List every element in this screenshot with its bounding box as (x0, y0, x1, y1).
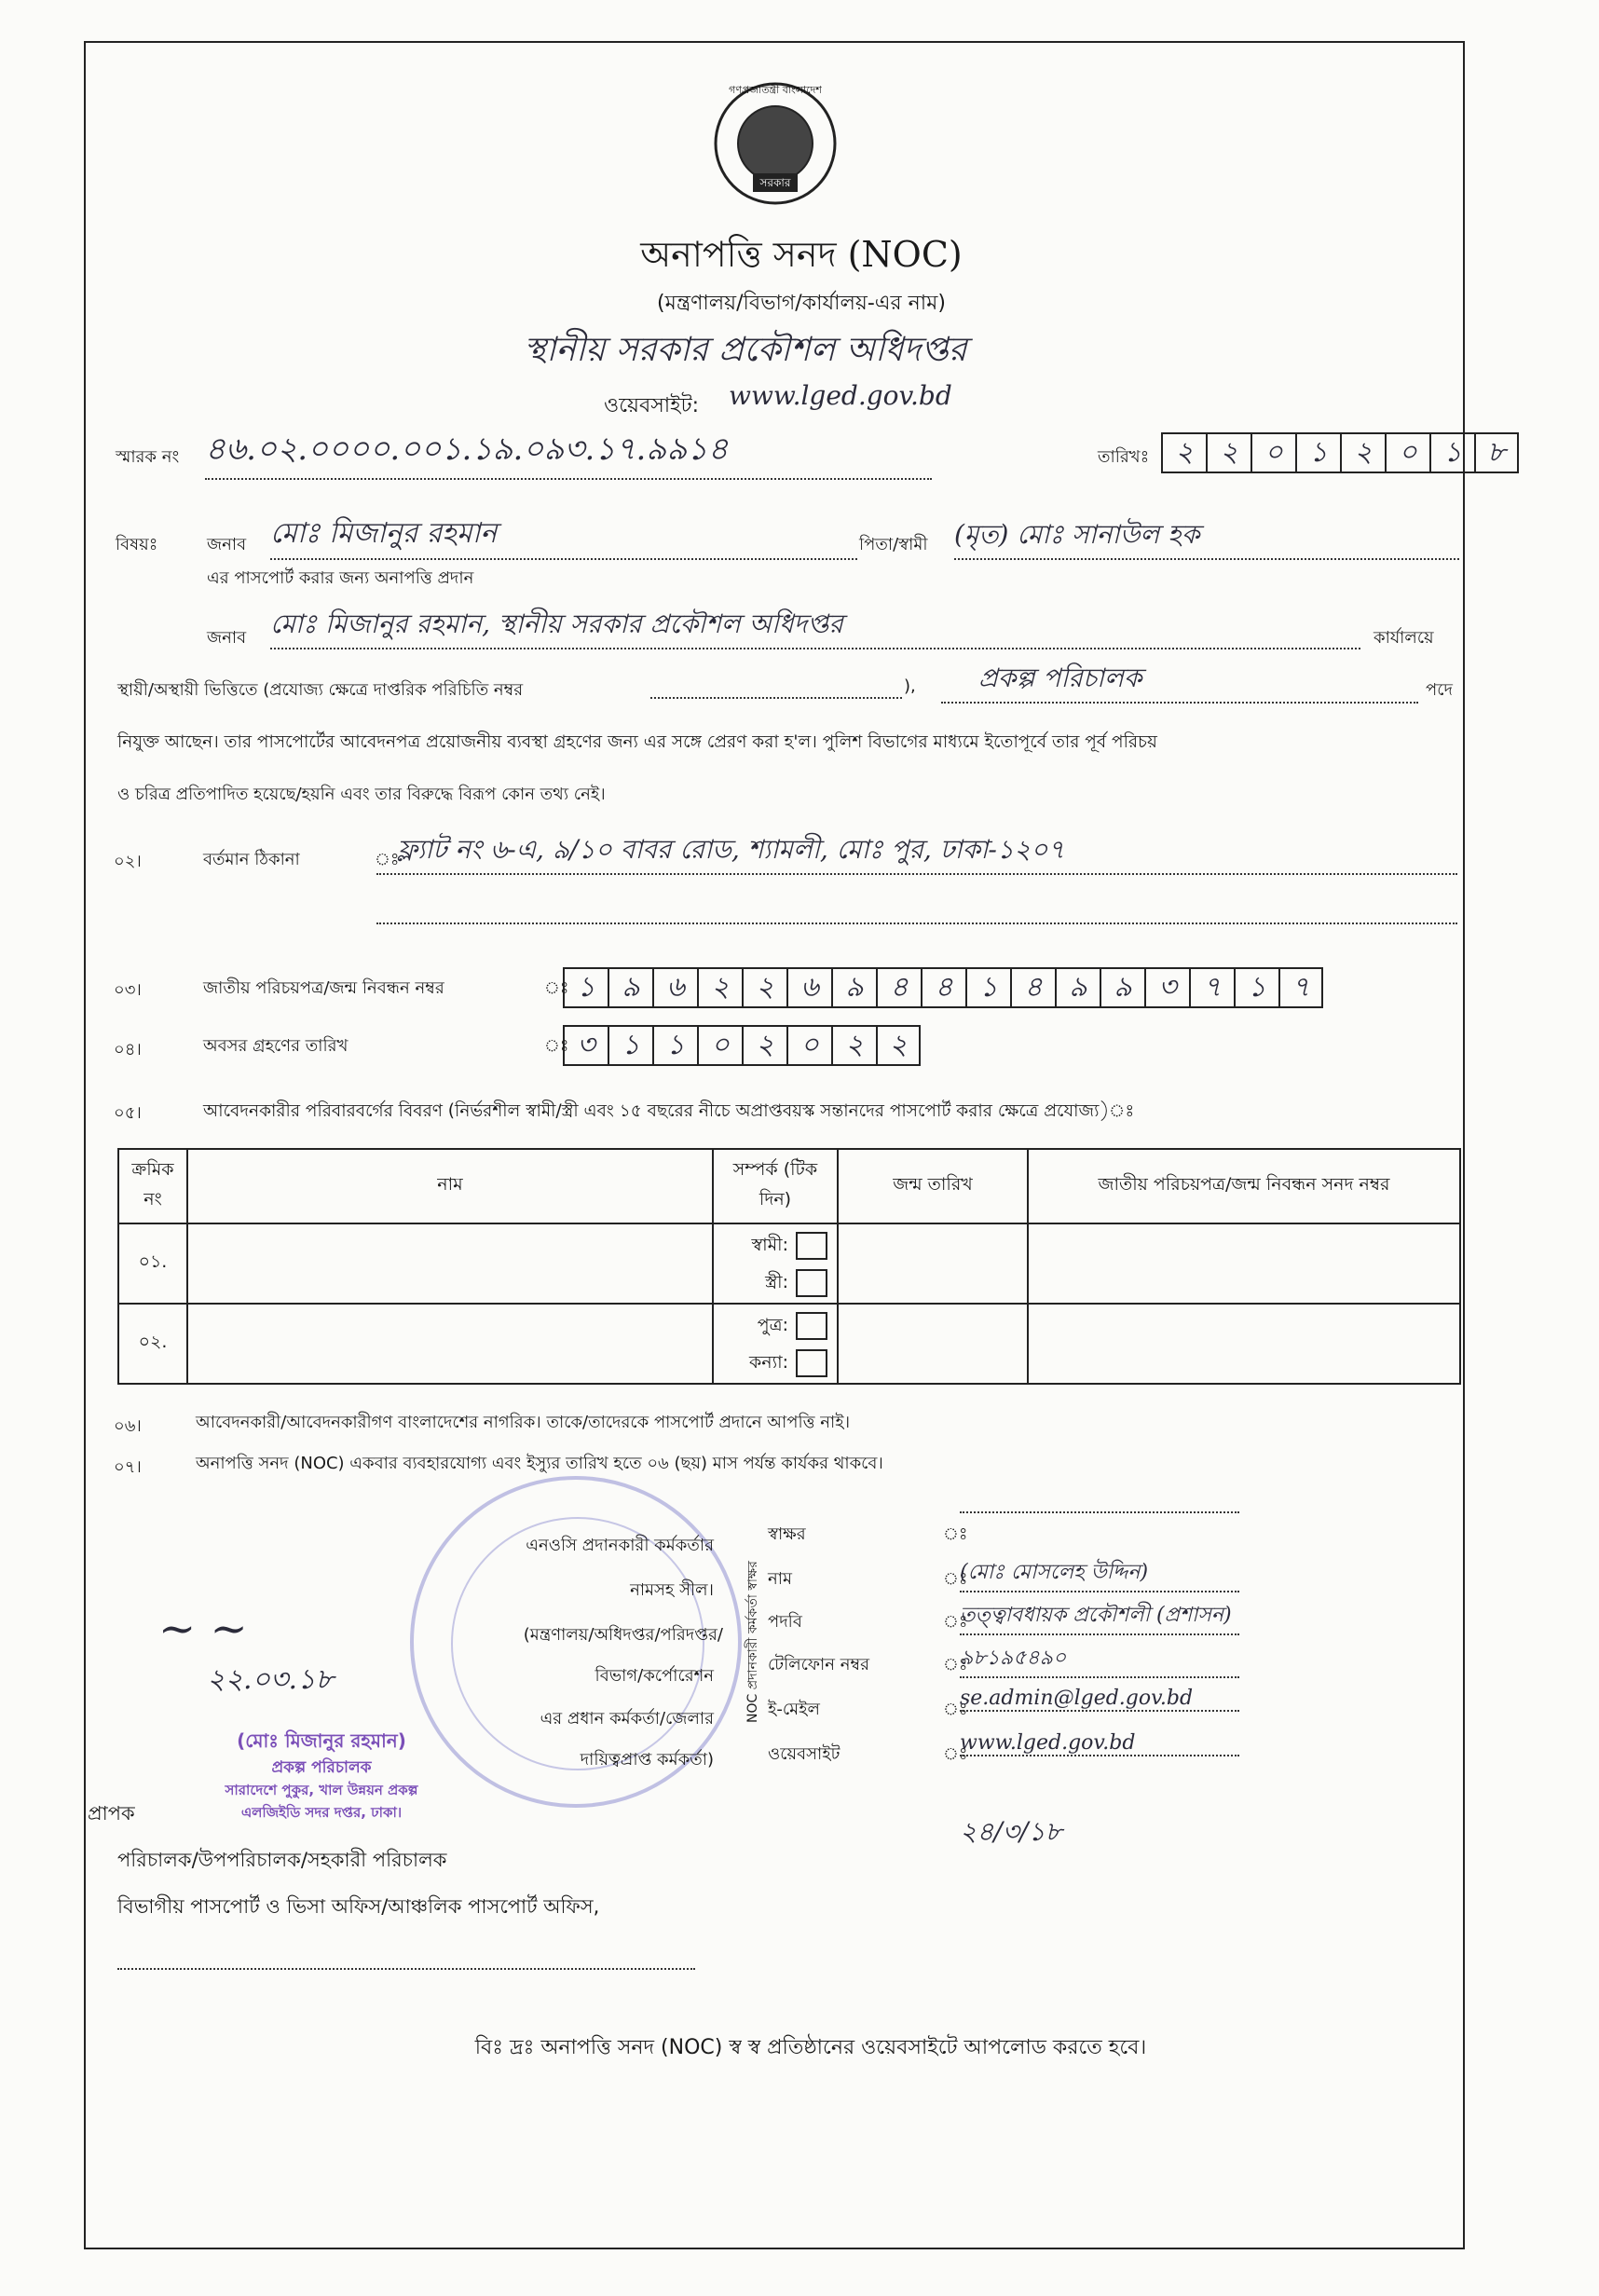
retire-digit: ০ (786, 1025, 831, 1066)
row-name (187, 1223, 713, 1304)
col-nid: জাতীয় পরিচয়পত্র/জন্ম নিবন্ধন সনদ নম্বর (1028, 1149, 1460, 1223)
row-nid (1028, 1304, 1460, 1384)
recipient-line-2: বিভাগীয় পাসপোর্ট ও ভিসা অফিস/আঞ্চলিক পাসপোর্ট অফিস, (117, 1895, 600, 1918)
item-05-num: ০৫। (114, 1103, 142, 1123)
left-signature: ~ ~ (158, 1603, 248, 1655)
left-project: সারাদেশে পুকুর, খাল উন্নয়ন প্রকল্প (225, 1782, 418, 1798)
signatory-field-value: www.lged.gov.bd (960, 1731, 1239, 1756)
seal-bottom-text: সরকার (759, 176, 791, 189)
retire-colon: ঃ (544, 1036, 569, 1056)
retire-digit: ৩ (563, 1025, 608, 1066)
row-nid (1028, 1223, 1460, 1304)
address-label: বর্তমান ঠিকানা (203, 850, 300, 869)
col-serial: ক্রমিক নং (118, 1149, 187, 1223)
nid-digit: ৯ (1055, 967, 1100, 1008)
nid-digit: ৪ (1010, 967, 1055, 1008)
nid-digit: ৯ (608, 967, 652, 1008)
vertical-stamp-text: NOC প্রদানকারী কর্মকর্তা স্বাক্ষর (745, 1561, 760, 1723)
nid-digit: ৩ (1144, 967, 1189, 1008)
signatory-field-colon: ঃ (943, 1655, 968, 1674)
applicant-name-handwritten: মোঃ মিজানুর রহমান (270, 511, 857, 560)
name-office-handwritten: মোঃ মিজানুর রহমান, স্থানীয় সরকার প্রকৌশল অধিদপ্তর (270, 604, 1360, 649)
row-dob (838, 1223, 1028, 1304)
signatory-field-colon: ঃ (943, 1744, 968, 1764)
nid-digit: ১ (1234, 967, 1278, 1008)
relation-daughter-checkbox[interactable] (796, 1349, 827, 1377)
memo-number-handwritten: ৪৬.০২.০০০০.০০১.১৯.০৯৩.১৭.৯৯১৪ (205, 425, 932, 480)
relation-son-label: পুত্র: (757, 1315, 788, 1335)
date-digit: ০ (1250, 432, 1295, 473)
office-suffix: কার্যালয়ে (1374, 628, 1434, 648)
family-label: আবেদনকারীর পরিবারবর্গের বিবরণ (নির্ভরশীল স্বামী/স্ত্রী এবং ১৫ বছরের নীচে অপ্রাপ্তবয়স্ক সন্তানদের পাসপোর্ট করার ক্ষেত্রে প্রযোজ্য)ঃ (203, 1101, 1135, 1121)
signatory-field-label: নাম (768, 1569, 792, 1589)
signatory-field-colon: ঃ (943, 1524, 968, 1544)
citizen-text: আবেদনকারী/আবেদনকারীগণ বাংলাদেশের নাগরিক। তাকে/তাদেরকে পাসপোর্ট প্রদানে আপত্তি নাই। (196, 1413, 851, 1432)
paren-close: ), (904, 676, 916, 696)
relation-husband-checkbox[interactable] (796, 1232, 827, 1260)
item-04-num: ০৪। (114, 1040, 142, 1059)
recipient-label: প্রাপক (88, 1802, 135, 1824)
seal-top-text: গণপ্রজাতন্ত্রী বাংলাদেশ (729, 84, 822, 96)
subject-line2: এর পাসপোর্ট করার জন্য অনাপত্তি প্রদান (207, 568, 474, 588)
signatory-line-5: এর প্রধান কর্মকর্তা/জেলার (540, 1709, 714, 1729)
signatory-field-value: (মোঃ মোসলেহ উদ্দিন) (960, 1556, 1239, 1592)
signatory-field-label: ওয়েবসাইট (768, 1744, 840, 1764)
retire-digit: ২ (831, 1025, 876, 1066)
official-id-blank (650, 697, 902, 699)
left-signature-date: ২২.০৩.১৮ (207, 1663, 335, 1696)
footer-note: বিঃ দ্রঃ অনাপত্তি সনদ (NOC) স্ব স্ব প্রতিষ্ঠানের ওয়েবসাইটে আপলোড করতে হবে। (474, 2036, 1147, 2059)
date-digit: ২ (1161, 432, 1206, 473)
signatory-field-colon: ঃ (943, 1700, 968, 1719)
signatory-field-label: স্বাক্ষর (768, 1524, 806, 1544)
item-06-num: ০৬। (114, 1416, 142, 1436)
recipient-line-3 (117, 1968, 695, 1970)
date-digit: ১ (1429, 432, 1474, 473)
col-relation: সম্পর্ক (টিক দিন) (713, 1149, 838, 1223)
signatory-field-colon: ঃ (943, 1612, 968, 1632)
nid-boxes (563, 967, 1323, 1008)
nid-colon: ঃ (544, 978, 569, 998)
page-title: অনাপত্তি সনদ (NOC) (640, 234, 963, 275)
body-janab: জনাব (207, 628, 247, 648)
retire-date-boxes (563, 1025, 921, 1066)
janab-label: জনাব (207, 535, 247, 554)
item-07-num: ০৭। (114, 1457, 142, 1477)
retire-label: অবসর গ্রহণের তারিখ (203, 1036, 348, 1056)
nid-label: জাতীয় পরিচয়পত্র/জন্ম নিবন্ধন নম্বর (203, 978, 444, 998)
family-table (117, 1148, 1461, 1385)
retire-digit: ১ (608, 1025, 652, 1066)
signatory-field-value (960, 1511, 1239, 1513)
nid-digit: ৭ (1278, 967, 1323, 1008)
item-03-num: ০৩। (114, 980, 142, 1000)
date-label: তারিখঃ (1098, 447, 1150, 467)
item-02-num: ০২। (114, 852, 142, 871)
nid-digit: ২ (697, 967, 742, 1008)
relation-daughter-label: কন্যা: (748, 1352, 788, 1373)
retire-digit: ১ (652, 1025, 697, 1066)
signatory-line-1: এনওসি প্রদানকারী কর্মকর্তার (526, 1536, 714, 1555)
date-boxes (1161, 432, 1519, 473)
table-row (118, 1304, 1460, 1384)
row-name (187, 1304, 713, 1384)
signatory-line-6: দায়িত্বপ্রাপ্ত কর্মকর্তা) (580, 1750, 714, 1770)
signatory-line-3: (মন্ত্রণালয়/অধিদপ্তর/পরিদপ্তর/ (523, 1625, 723, 1645)
nid-digit: ৬ (652, 967, 697, 1008)
designation-handwritten: প্রকল্প পরিচালক (941, 658, 1418, 704)
government-seal (706, 80, 844, 207)
body-line4: ও চরিত্র প্রতিপাদিত হয়েছে/হয়নি এবং তার বিরুদ্ধে বিরূপ কোন তথ্য নেই। (117, 785, 606, 804)
date-digit: ২ (1206, 432, 1250, 473)
signatory-field-label: ই-মেইল (768, 1700, 820, 1719)
date-digit: ২ (1340, 432, 1385, 473)
nid-digit: ২ (742, 967, 786, 1008)
left-office: এলজিইডি সদর দপ্তর, ঢাকা। (240, 1804, 403, 1821)
col-name: নাম (187, 1149, 713, 1223)
nid-digit: ৬ (786, 967, 831, 1008)
recipient-line-1: পরিচালক/উপপরিচালক/সহকারী পরিচালক (117, 1849, 447, 1871)
nid-digit: ১ (965, 967, 1010, 1008)
signatory-field-label: পদবি (768, 1612, 802, 1632)
website-handwritten: www.lged.gov.bd (729, 380, 952, 411)
row-dob (838, 1304, 1028, 1384)
table-row (118, 1223, 1460, 1304)
body-line3: নিযুক্ত আছেন। তার পাসপোর্টের আবেদনপত্র প্রয়োজনীয় ব্যবস্থা গ্রহণের জন্য এর সঙ্গে প্রেরণ করা হ'ল। পুলিশ বিভাগের মাধ্যমে ইতোপূর্বে তার পূর্ব পরিচয় (117, 732, 1157, 752)
col-dob: জন্ম তারিখ (838, 1149, 1028, 1223)
nid-digit: ১ (563, 967, 608, 1008)
row-serial: ০২. (118, 1304, 187, 1384)
signatory-field-label: টেলিফোন নম্বর (768, 1655, 869, 1674)
father-name-handwritten: (মৃত) মোঃ সানাউল হক (954, 514, 1459, 560)
subject-label: বিষয়ঃ (116, 535, 158, 554)
nid-digit: ৭ (1189, 967, 1234, 1008)
signatory-field-colon: ঃ (943, 1569, 968, 1589)
address-handwritten: ফ্ল্যাট নং ৬-এ, ৯/১০ বাবর রোড, শ্যামলী, মোঃ পুর, ঢাকা-১২০৭ (376, 829, 1457, 875)
retire-digit: ২ (742, 1025, 786, 1066)
signatory-line-4: বিভাগ/কর্পোরেশন (594, 1666, 714, 1686)
father-label: পিতা/স্বামী (859, 535, 928, 554)
relation-son-checkbox[interactable] (796, 1312, 827, 1340)
relation-wife-label: স্ত্রী: (765, 1272, 788, 1292)
validity-text: অনাপত্তি সনদ (NOC) একবার ব্যবহারযোগ্য এবং ইস্যুর তারিখ হতে ০৬ (ছয়) মাস পর্যন্ত কার্যকর থাকবে। (196, 1454, 883, 1473)
date-digit: ১ (1295, 432, 1340, 473)
ministry-caption: (মন্ত্রণালয়/বিভাগ/কার্যালয়-এর নাম) (657, 292, 946, 315)
relation-husband-label: স্বামী: (751, 1235, 788, 1255)
initial-date-handwritten: ২৪/৩/১৮ (960, 1816, 1062, 1847)
retire-digit: ০ (697, 1025, 742, 1066)
nid-digit: ৪ (921, 967, 965, 1008)
date-digit: ৮ (1474, 432, 1519, 473)
row-relations (713, 1304, 838, 1384)
post-suffix: পদে (1426, 680, 1453, 700)
left-name: (মোঃ মিজানুর রহমান) (237, 1729, 406, 1752)
body-line2: স্থায়ী/অস্থায়ী ভিত্তিতে (প্রযোজ্য ক্ষেত্রে দাপ্তরিক পরিচিতি নম্বর (117, 680, 524, 700)
relation-wife-checkbox[interactable] (796, 1269, 827, 1297)
row-serial: ০১. (118, 1223, 187, 1304)
row-relations (713, 1223, 838, 1304)
website-label: ওয়েবসাইট: (604, 394, 699, 417)
left-designation: প্রকল্প পরিচালক (271, 1758, 372, 1777)
date-digit: ০ (1385, 432, 1429, 473)
address-colon: ঃ (375, 850, 400, 869)
nid-digit: ৯ (831, 967, 876, 1008)
signatory-field-value: তত্ত্বাবধায়ক প্রকৌশলী (প্রশাসন) (960, 1599, 1239, 1635)
memo-label: স্মারক নং (116, 447, 180, 467)
nid-digit: ৯ (1100, 967, 1144, 1008)
office-name-handwritten: স্থানীয় সরকার প্রকৌশল অধিদপ্তর (524, 331, 967, 369)
signatory-field-value: ৯৮১৯৫৪৯০ (960, 1642, 1239, 1678)
signatory-line-2: নামসহ সীল। (630, 1580, 714, 1600)
signatory-field-value: se.admin@lged.gov.bd (960, 1687, 1239, 1712)
address-line2 (376, 922, 1457, 924)
retire-digit: ২ (876, 1025, 921, 1066)
nid-digit: ৪ (876, 967, 921, 1008)
